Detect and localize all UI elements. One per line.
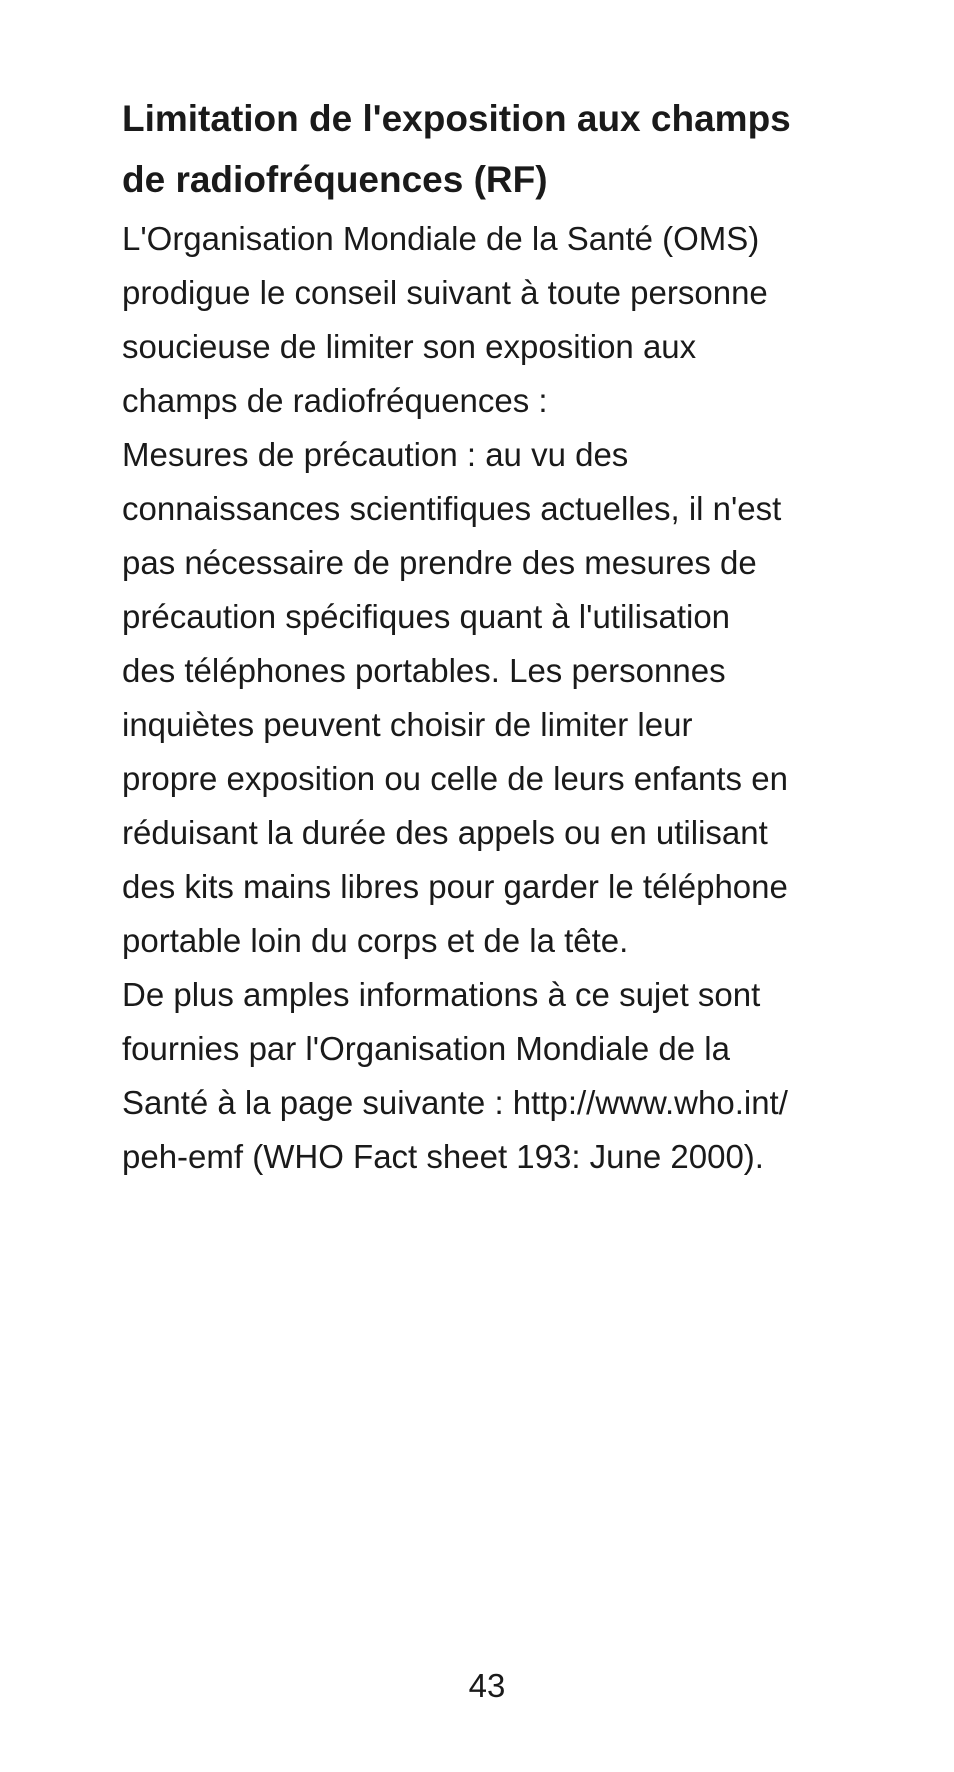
text-line: connaissances scientifiques actuelles, il n'est <box>122 490 782 527</box>
text-line: inquiètes peuvent choisir de limiter leur <box>122 706 693 743</box>
text-line: précaution spécifiques quant à l'utilisation <box>122 598 731 635</box>
text-line: prodigue le conseil suivant à toute personne <box>122 274 768 311</box>
heading-line: de radiofréquences (RF) <box>122 159 548 200</box>
text-line: des téléphones portables. Les personnes <box>122 652 726 689</box>
document-content <box>122 88 882 1184</box>
paragraph-precautions <box>122 428 882 968</box>
text-line: L'Organisation Mondiale de la Santé (OMS) <box>122 220 760 257</box>
text-line: pas nécessaire de prendre des mesures de <box>122 544 757 581</box>
text-line: fournies par l'Organisation Mondiale de la <box>122 1030 730 1067</box>
paragraph-more-info <box>122 968 882 1184</box>
text-line: des kits mains libres pour garder le téléphone <box>122 868 788 905</box>
text-line: peh-emf (WHO Fact sheet 193: June 2000). <box>122 1138 764 1175</box>
section-heading <box>122 88 882 210</box>
text-line: portable loin du corps et de la tête. <box>122 922 629 959</box>
page-number: 43 <box>468 1667 506 1704</box>
text-line: propre exposition ou celle de leurs enfants en <box>122 760 788 797</box>
paragraph-intro <box>122 212 882 428</box>
text-line: soucieuse de limiter son exposition aux <box>122 328 697 365</box>
text-line: réduisant la durée des appels ou en utilisant <box>122 814 768 851</box>
text-line: De plus amples informations à ce sujet sont <box>122 976 761 1013</box>
text-line: champs de radiofréquences : <box>122 382 548 419</box>
heading-line: Limitation de l'exposition aux champs <box>122 98 791 139</box>
text-line: Santé à la page suivante : http://www.who.int/ <box>122 1084 788 1121</box>
text-line: Mesures de précaution : au vu des <box>122 436 629 473</box>
